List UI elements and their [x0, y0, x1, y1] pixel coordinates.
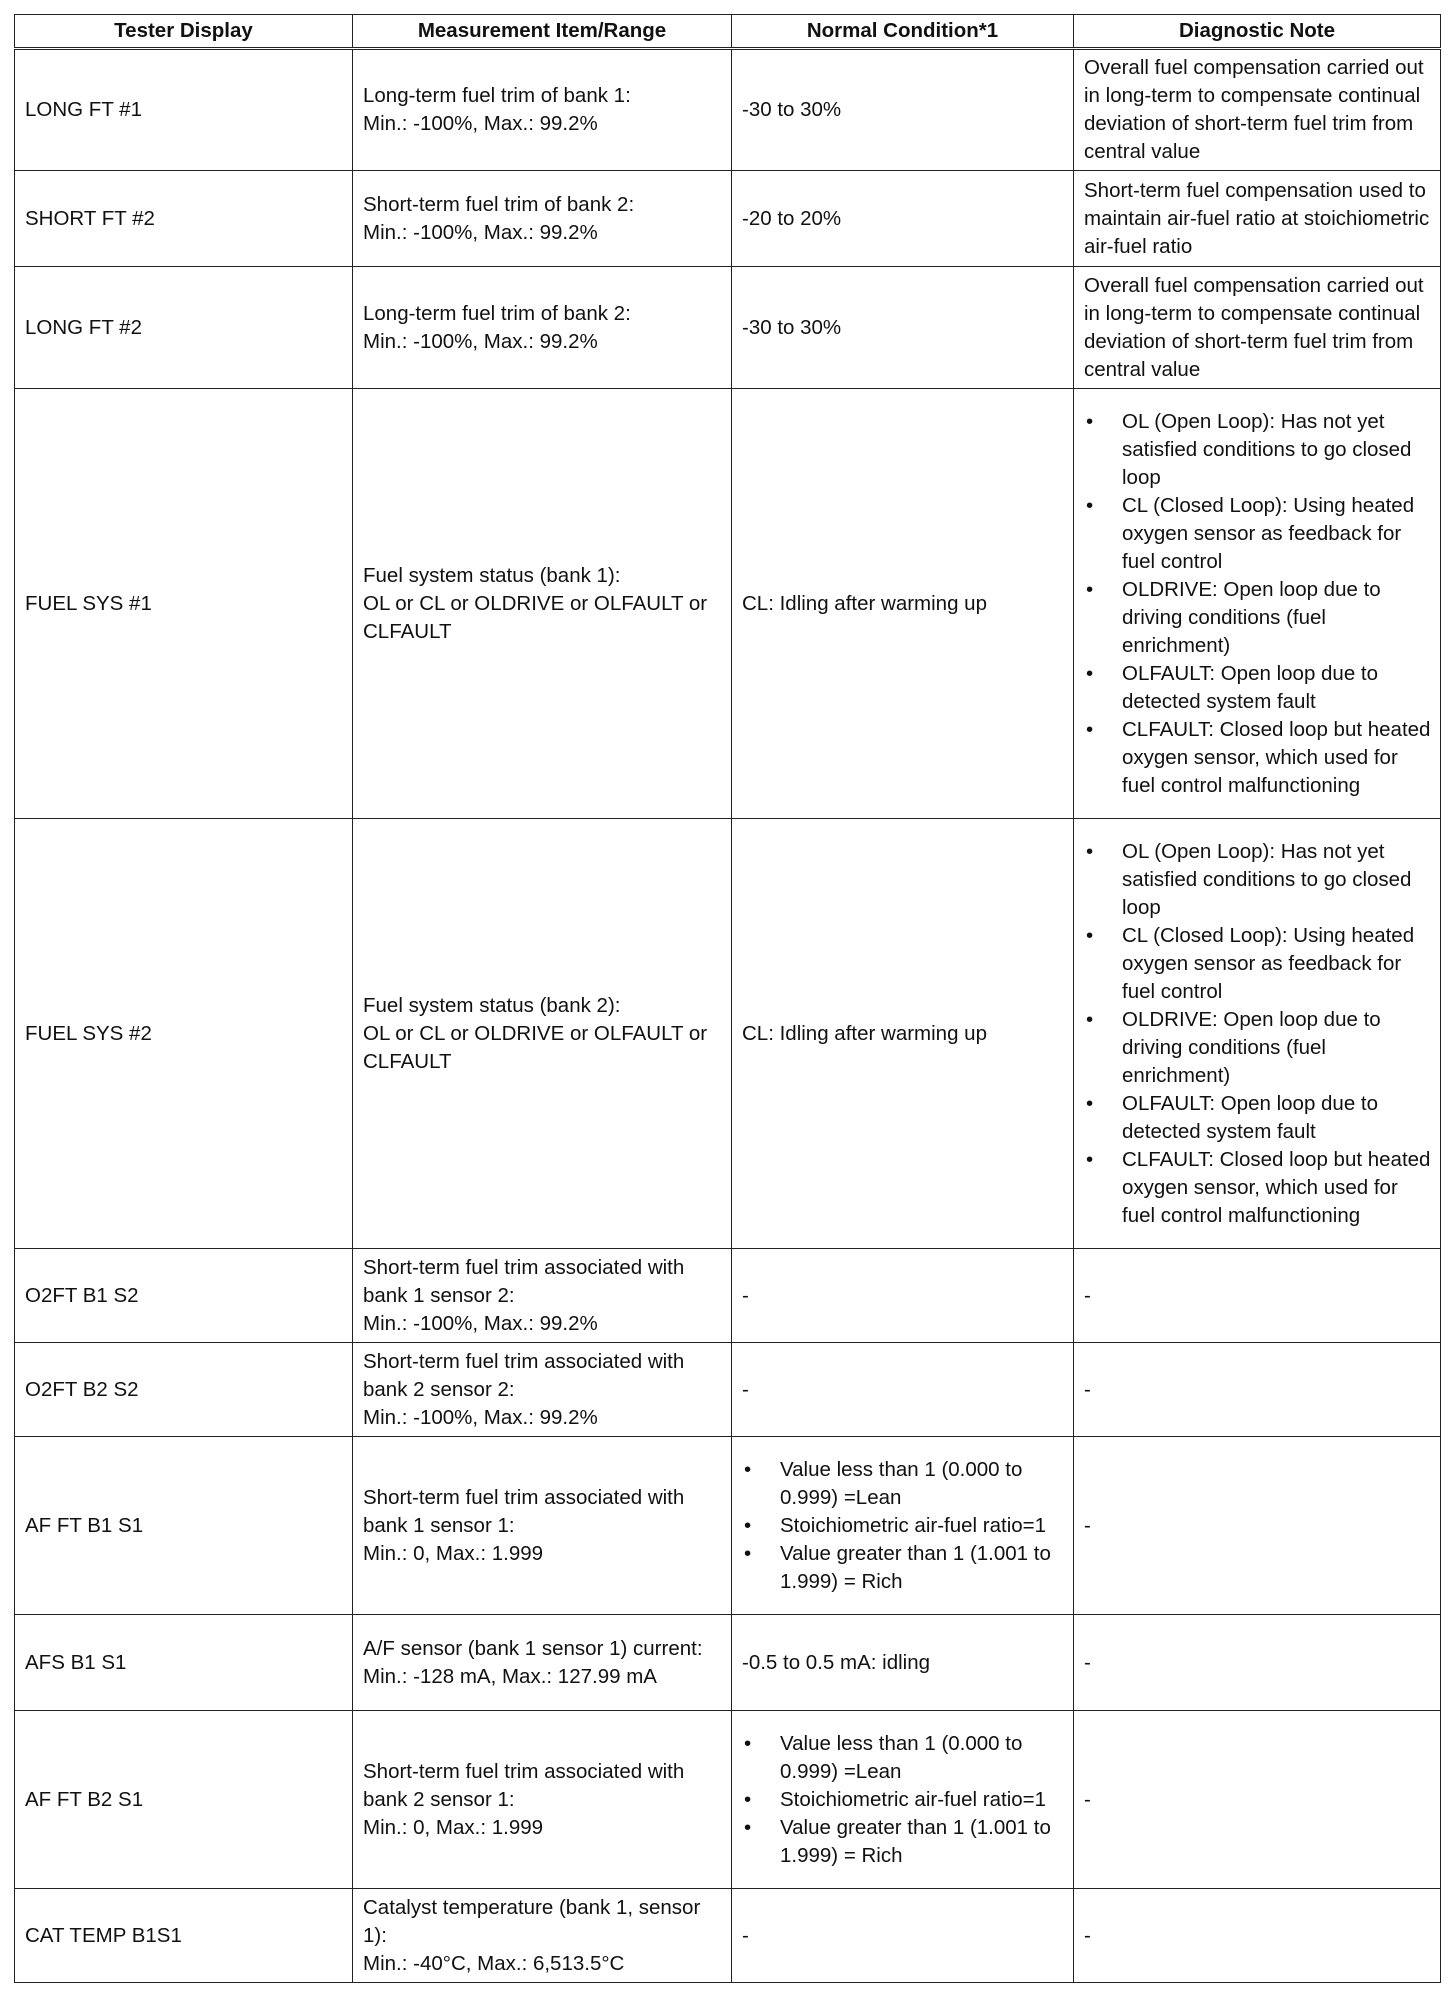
normal-condition-cell: -20 to 20%	[732, 171, 1074, 267]
measurement-cell: Long-term fuel trim of bank 2: Min.: -100%, Max.: 99.2%	[353, 267, 732, 389]
normal-condition-cell: -	[732, 1889, 1074, 1983]
table-row	[15, 1711, 1441, 1889]
table-row	[15, 1343, 1441, 1437]
list-item: • OLFAULT: Open loop due to detected system fault	[1082, 1090, 1432, 1146]
list-item: • CL (Closed Loop): Using heated oxygen sensor as feedback for fuel control	[1082, 492, 1432, 576]
normal-condition-cell: -	[732, 1249, 1074, 1343]
measurement-cell: Catalyst temperature (bank 1, sensor 1): Min.: -40°C, Max.: 6,513.5°C	[353, 1889, 732, 1983]
normal-condition-cell	[732, 1437, 1074, 1615]
header-row	[15, 15, 1441, 49]
normal-condition-cell: CL: Idling after warming up	[732, 819, 1074, 1249]
measurement-cell: Short-term fuel trim of bank 2: Min.: -100%, Max.: 99.2%	[353, 171, 732, 267]
diagnostic-note-cell: -	[1074, 1711, 1441, 1889]
list-item: • CL (Closed Loop): Using heated oxygen sensor as feedback for fuel control	[1082, 922, 1432, 1006]
list-item: • OL (Open Loop): Has not yet satisfied conditions to go closed loop	[1082, 408, 1432, 492]
table-row	[15, 267, 1441, 389]
header-measurement-item: Measurement Item/Range	[353, 15, 732, 49]
tester-display-cell: CAT TEMP B1S1	[15, 1889, 353, 1983]
table-row	[15, 171, 1441, 267]
list-item: • OLDRIVE: Open loop due to driving conditions (fuel enrichment)	[1082, 1006, 1432, 1090]
measurement-cell: A/F sensor (bank 1 sensor 1) current: Min.: -128 mA, Max.: 127.99 mA	[353, 1615, 732, 1711]
table-body	[15, 49, 1441, 1983]
list-item: • Stoichiometric air-fuel ratio=1	[740, 1512, 1065, 1540]
list-item: • Value greater than 1 (1.001 to 1.999) = Rich	[740, 1540, 1065, 1596]
tester-display-cell: FUEL SYS #2	[15, 819, 353, 1249]
tester-display-cell: O2FT B2 S2	[15, 1343, 353, 1437]
tester-display-cell: LONG FT #1	[15, 49, 353, 171]
diagnostic-note-list	[1082, 838, 1432, 1230]
list-item: • CLFAULT: Closed loop but heated oxygen sensor, which used for fuel control malfunctioning	[1082, 1146, 1432, 1230]
table-row	[15, 49, 1441, 171]
table-row	[15, 389, 1441, 819]
diagnostic-note-list	[1082, 408, 1432, 800]
measurement-cell: Fuel system status (bank 2): OL or CL or OLDRIVE or OLFAULT or CLFAULT	[353, 819, 732, 1249]
normal-condition-list	[740, 1730, 1065, 1870]
table-row	[15, 1437, 1441, 1615]
header-tester-display: Tester Display	[15, 15, 353, 49]
measurement-cell: Long-term fuel trim of bank 1: Min.: -100%, Max.: 99.2%	[353, 49, 732, 171]
diagnostic-note-cell	[1074, 389, 1441, 819]
table-row	[15, 1889, 1441, 1983]
measurement-cell: Fuel system status (bank 1): OL or CL or OLDRIVE or OLFAULT or CLFAULT	[353, 389, 732, 819]
diagnostic-note-cell: Short-term fuel compensation used to maintain air-fuel ratio at stoichiometric air-fuel ratio	[1074, 171, 1441, 267]
diagnostic-note-cell: Overall fuel compensation carried out in long-term to compensate continual deviation of short-term fuel trim from central value	[1074, 267, 1441, 389]
table-row	[15, 1249, 1441, 1343]
normal-condition-cell: -	[732, 1343, 1074, 1437]
header-diagnostic-note: Diagnostic Note	[1074, 15, 1441, 49]
measurement-cell: Short-term fuel trim associated with bank 1 sensor 2: Min.: -100%, Max.: 99.2%	[353, 1249, 732, 1343]
normal-condition-cell: CL: Idling after warming up	[732, 389, 1074, 819]
diagnostic-note-cell: -	[1074, 1615, 1441, 1711]
diagnostic-note-cell: -	[1074, 1889, 1441, 1983]
normal-condition-cell: -0.5 to 0.5 mA: idling	[732, 1615, 1074, 1711]
table-header	[15, 15, 1441, 49]
normal-condition-cell	[732, 1711, 1074, 1889]
tester-display-cell: LONG FT #2	[15, 267, 353, 389]
diagnostic-note-cell	[1074, 819, 1441, 1249]
measurement-cell: Short-term fuel trim associated with bank 2 sensor 1: Min.: 0, Max.: 1.999	[353, 1711, 732, 1889]
tester-display-cell: AF FT B1 S1	[15, 1437, 353, 1615]
diagnostic-note-cell: -	[1074, 1437, 1441, 1615]
list-item: • Value less than 1 (0.000 to 0.999) =Lean	[740, 1730, 1065, 1786]
table-row	[15, 819, 1441, 1249]
list-item: • Value less than 1 (0.000 to 0.999) =Lean	[740, 1456, 1065, 1512]
header-normal-condition: Normal Condition*1	[732, 15, 1074, 49]
tester-display-cell: AF FT B2 S1	[15, 1711, 353, 1889]
tester-display-cell: SHORT FT #2	[15, 171, 353, 267]
normal-condition-cell: -30 to 30%	[732, 267, 1074, 389]
list-item: • CLFAULT: Closed loop but heated oxygen sensor, which used for fuel control malfunctioning	[1082, 716, 1432, 800]
measurement-cell: Short-term fuel trim associated with bank 1 sensor 1: Min.: 0, Max.: 1.999	[353, 1437, 732, 1615]
normal-condition-cell: -30 to 30%	[732, 49, 1074, 171]
list-item: • OL (Open Loop): Has not yet satisfied conditions to go closed loop	[1082, 838, 1432, 922]
measurement-cell: Short-term fuel trim associated with bank 2 sensor 2: Min.: -100%, Max.: 99.2%	[353, 1343, 732, 1437]
list-item: • Stoichiometric air-fuel ratio=1	[740, 1786, 1065, 1814]
tester-display-cell: FUEL SYS #1	[15, 389, 353, 819]
list-item: • OLFAULT: Open loop due to detected system fault	[1082, 660, 1432, 716]
normal-condition-list	[740, 1456, 1065, 1596]
diagnostic-note-cell: Overall fuel compensation carried out in long-term to compensate continual deviation of short-term fuel trim from central value	[1074, 49, 1441, 171]
data-list-sheet	[14, 14, 1440, 1983]
table-row	[15, 1615, 1441, 1711]
tester-display-cell: O2FT B1 S2	[15, 1249, 353, 1343]
tester-display-cell: AFS B1 S1	[15, 1615, 353, 1711]
list-item: • Value greater than 1 (1.001 to 1.999) = Rich	[740, 1814, 1065, 1870]
data-list-table	[14, 14, 1441, 1983]
list-item: • OLDRIVE: Open loop due to driving conditions (fuel enrichment)	[1082, 576, 1432, 660]
diagnostic-note-cell: -	[1074, 1343, 1441, 1437]
diagnostic-note-cell: -	[1074, 1249, 1441, 1343]
